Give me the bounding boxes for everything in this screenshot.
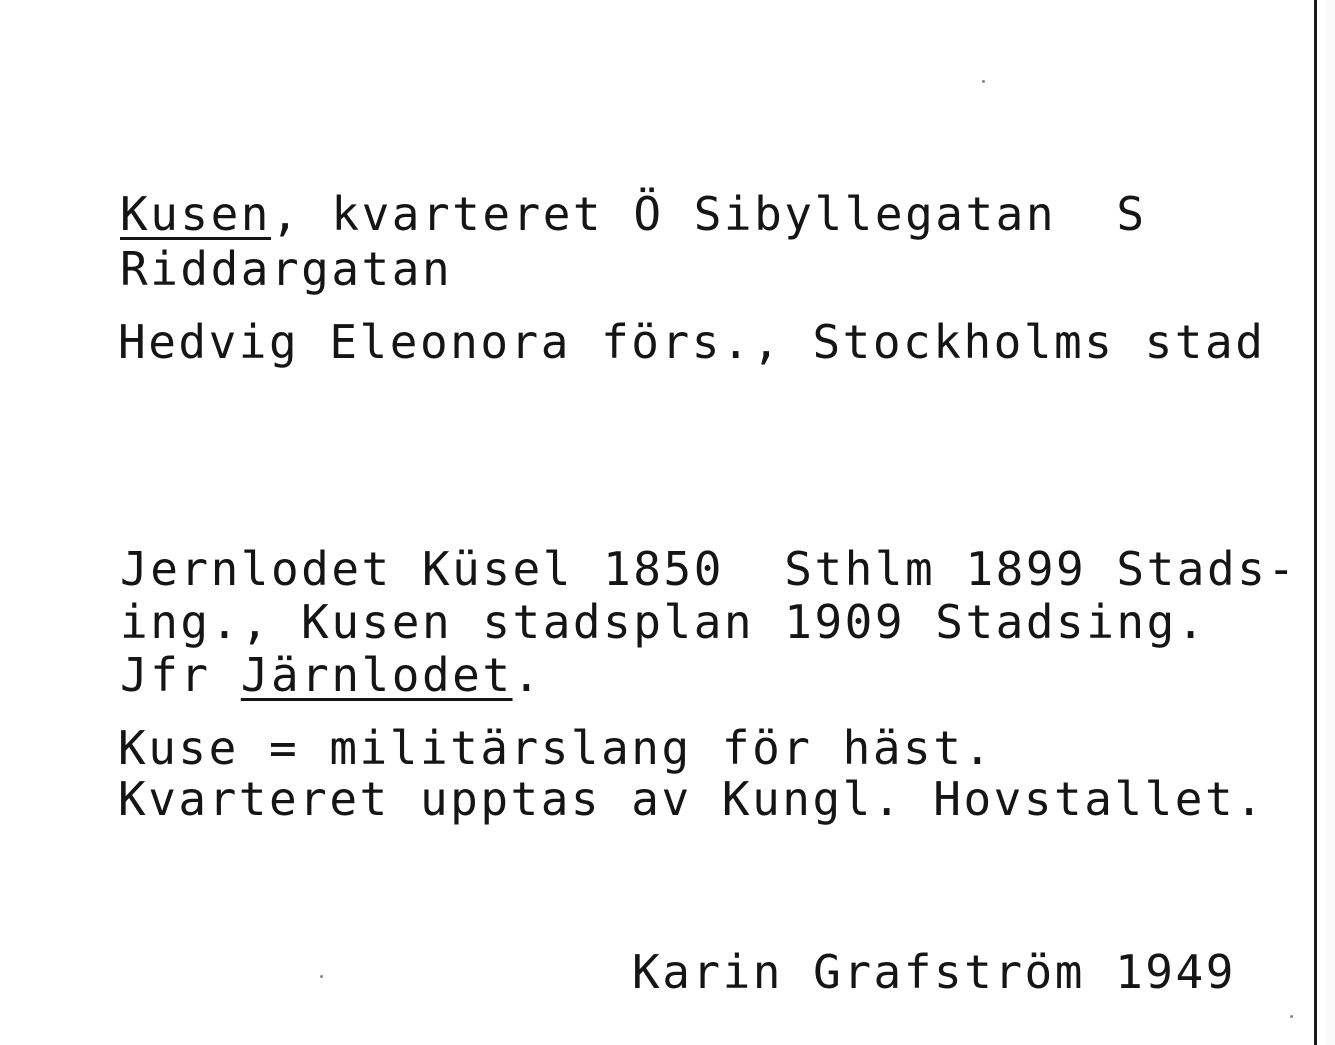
heading-rest: , kvarteret Ö Sibyllegatan S <box>270 187 1147 241</box>
history-line-3-suffix: . <box>512 648 543 702</box>
history-line-2: ing., Kusen stadsplan 1909 Stadsing. <box>120 595 1207 649</box>
heading-line-1 <box>120 188 1147 240</box>
heading-line-2: Riddargatan <box>120 242 453 296</box>
signature: Karin Grafström 1949 <box>632 945 1236 999</box>
history-line-3 <box>120 649 543 701</box>
paper-speck <box>1290 1015 1293 1018</box>
meaning-line-2: Kvarteret upptas av Kungl. Hovstallet. <box>118 772 1266 826</box>
history-line-3-prefix: Jfr <box>120 648 241 702</box>
history-line-1: Jernlodet Küsel 1850 Sthlm 1899 Stads- <box>120 542 1298 596</box>
block-name: Kusen <box>120 187 271 241</box>
paper-speck <box>982 80 985 83</box>
parish-line: Hedvig Eleonora förs., Stockholms stad <box>118 315 1266 369</box>
cross-reference: Järnlodet <box>240 648 513 702</box>
paper-speck <box>320 975 323 978</box>
card-margin <box>1326 0 1335 1045</box>
card-edge <box>1314 0 1317 1045</box>
meaning-line-1: Kuse = militärslang för häst. <box>118 721 994 775</box>
